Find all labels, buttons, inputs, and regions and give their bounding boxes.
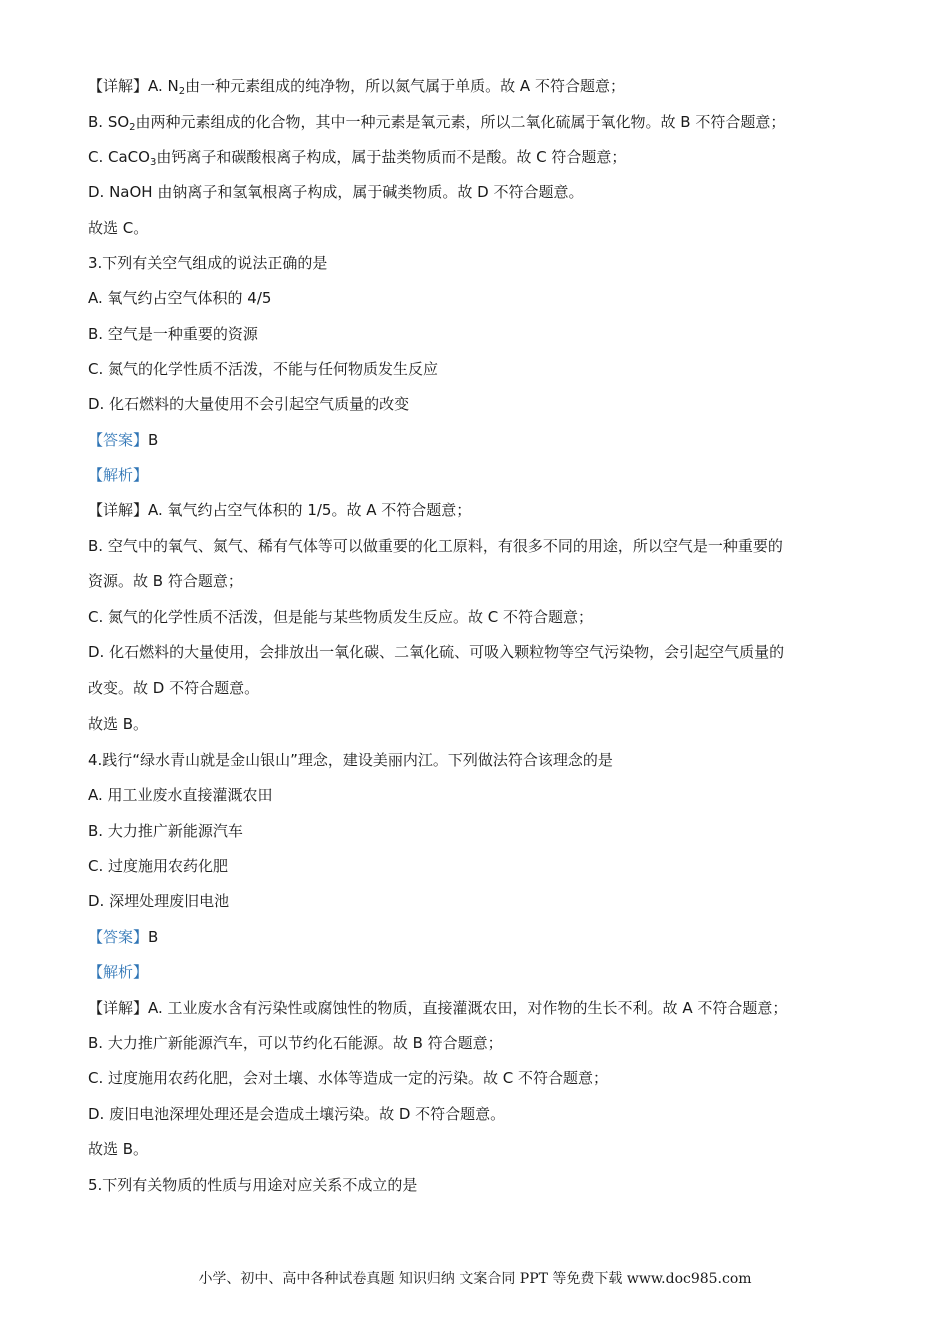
q3-detail-b-line1: B. 空气中的氧气、氮气、稀有气体等可以做重要的化工原料，有很多不同的用途，所以空气是一种重要的 [88, 537, 783, 555]
q4-answer [88, 925, 158, 949]
q4-conclusion: 故选 B。 [88, 1140, 149, 1158]
detail-tag: 【详解】 [88, 999, 149, 1017]
q3-detail-b-line2: 资源。故 B 符合题意； [88, 572, 243, 590]
q3-option-b: B. 空气是一种重要的资源 [88, 325, 258, 343]
q4-analysis-tag: 【解析】 [88, 963, 149, 981]
q3-detail-d-line2: 改变。故 D 不符合题意。 [88, 679, 260, 697]
detail-tag: 【详解】 [88, 501, 149, 519]
q2-detail-b: B. $SO_2$由两种元素组成的化合物，其中一种元素是氧元素，所以二氧化硫属于氧化物。故 B 不符合题意； [88, 113, 786, 133]
answer-tag: 【答案】 [88, 928, 149, 946]
q2-detail-c: C. CaCO$_3$由钙离子和碳酸根离子构成，属于盐类物质而不是酸。故 C 符合题意； [88, 148, 627, 168]
answer-value: B [148, 928, 159, 946]
q3-analysis-tag: 【解析】 [88, 466, 149, 484]
q4-stem: 4.践行“绿水青山就是金山银山”理念，建设美丽内江。下列做法符合该理念的是 [88, 751, 613, 769]
q4-detail-c: C. 过度施用农药化肥，会对土壤、水体等造成一定的污染。故 C 不符合题意； [88, 1069, 609, 1087]
q4-detail-b: B. 大力推广新能源汽车，可以节约化石能源。故 B 符合题意； [88, 1034, 503, 1052]
q3-option-c: C. 氮气的化学性质不活泼，不能与任何物质发生反应 [88, 360, 439, 378]
q2-conclusion: 故选 C。 [88, 219, 149, 237]
page-footer[interactable]: 小学、初中、高中各种试卷真题 知识归纳 文案合同 PPT 等免费下载 www.doc985.com [198, 1271, 752, 1287]
answer-tag: 【答案】 [88, 431, 149, 449]
detail-tag: 【详解】 [88, 77, 149, 95]
q3-option-a: A. 氧气约占空气体积的 4/5 [88, 289, 272, 307]
q4-detail-a: 【详解】A. 工业废水含有污染性或腐蚀性的物质，直接灌溉农田，对作物的生长不利。故 A 不符合题意； [88, 999, 788, 1017]
q2-detail-d: D. NaOH 由钠离子和氢氧根离子构成，属于碱类物质。故 D 不符合题意。 [88, 183, 584, 201]
q3-stem: 3.下列有关空气组成的说法正确的是 [88, 254, 328, 272]
q3-option-d: D. 化石燃料的大量使用不会引起空气质量的改变 [88, 395, 410, 413]
q3-detail-a: 【详解】A. 氧气约占空气体积的 1/5。故 A 不符合题意； [88, 501, 472, 519]
q5-stem: 5.下列有关物质的性质与用途对应关系不成立的是 [88, 1176, 418, 1194]
q4-option-b: B. 大力推广新能源汽车 [88, 822, 243, 840]
q3-detail-c: C. 氮气的化学性质不活泼，但是能与某些物质发生反应。故 C 不符合题意； [88, 608, 594, 626]
q3-conclusion: 故选 B。 [88, 715, 149, 733]
q4-option-c: C. 过度施用农药化肥 [88, 857, 229, 875]
q2-detail-a: 【详解】A. $N_2$由一种元素组成的纯净物，所以氮气属于单质。故 A 不符合题意； [88, 77, 625, 97]
q4-option-d: D. 深埋处理废旧电池 [88, 892, 230, 910]
q4-option-a: A. 用工业废水直接灌溉农田 [88, 786, 273, 804]
q4-detail-d: D. 废旧电池深埋处理还是会造成土壤污染。故 D 不符合题意。 [88, 1105, 506, 1123]
q3-answer [88, 428, 158, 452]
answer-value: B [148, 431, 159, 449]
q3-detail-d-line1: D. 化石燃料的大量使用，会排放出一氧化碳、二氧化硫、可吸入颗粒物等空气污染物，会引起空气质量的 [88, 643, 785, 661]
